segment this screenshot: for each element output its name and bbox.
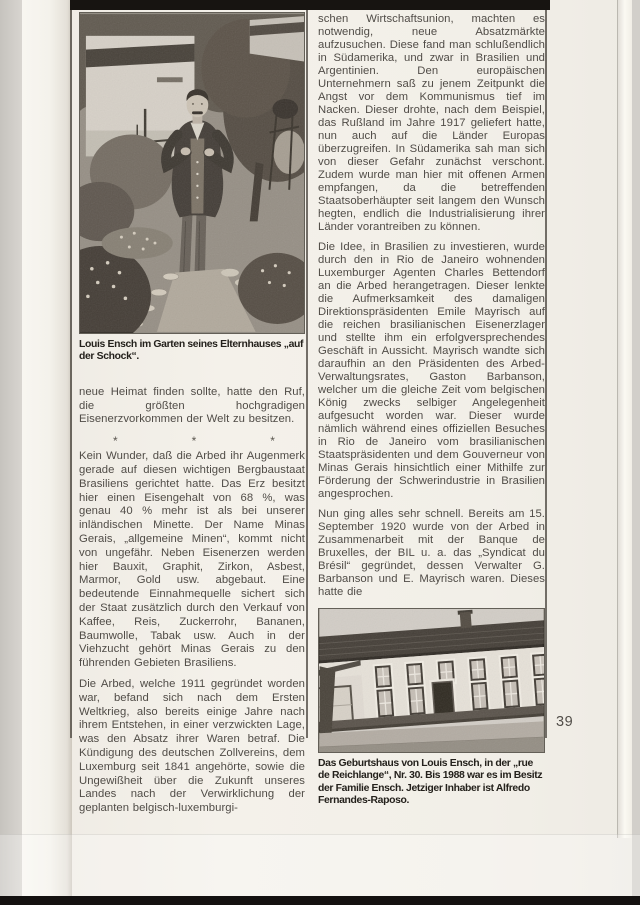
scan-edge-bar-bottom	[0, 896, 640, 905]
asterisk: *	[270, 434, 275, 449]
paragraph: neue Heimat finden sollte, hatte den Ruf, die größten hochgradigen Eisenerzvorkommen der Welt zu besitzen.	[79, 385, 305, 426]
asterisk: *	[191, 434, 197, 449]
left-column	[79, 12, 305, 823]
paragraph: Nun ging alles sehr schnell. Bereits am 15. September 1920 wurde von der Arbed in Zusammenarbeit mit der Banque de Bruxelles, der BIL u. a. das „Syndicat du Brésil“ gegründet, dessen Verwalter G. Barbanson und E. Mayrisch waren. Dieses hatte die	[318, 508, 545, 598]
column-rule-center	[306, 10, 308, 738]
paragraph: Die Arbed, welche 1911 gegründet worden war, befand sich nach dem Ersten Weltkrieg, also bereits einige Jahre nach ihrem Entstehen, in einer verzwickten Lage, was den Absatz ihrer Waren betraf. Die Kündigung des deutschen Zollvereins, dem Luxemburg seit 1841 angehörte, sowie die Ungewißheit über die Zukunft unseres Landes nach der Verwirklichung der geplanten belgisch-luxemburgi-	[79, 677, 305, 815]
paragraph: schen Wirtschaftsunion, machten es notwendig, neue Absatzmärkte aufzusuchen. Diese fand man schlußendlich in Südamerika, und zwar in Brasilien und Argentinien. Den europäischen Unternehmern saß zu jenem Zeitpunkt die Angst vor dem Kommunismus tief im Nacken. Dieser drohte, nach dem Beispiel, das Rußland im Jahre 1917 geliefert hatte, nun auch auf die Länder Europas überzugreifen. In Südamerika sah man sich von dieser Gefahr zunächst verschont. Zudem wurde man hier mit offenen Armen empfangen, da die betreffenden Staatsoberhäupter seit langem den Wunsch hegten, endlich die Industrialisierung ihrer Länder vorantreiben zu können.	[318, 13, 545, 233]
asterisk: *	[113, 434, 118, 449]
photo-caption-birth-house: Das Geburtshaus von Louis Ensch, in der „rue de Reichlange“, Nr. 30. Bis 1988 war es im Besitz der Familie Ensch. Jetziger Inhaber ist Alfredo Fernandes-Raposo.	[318, 758, 543, 807]
photo-louis-ensch-garden	[79, 12, 305, 334]
paragraph: Die Idee, in Brasilien zu investieren, wurde durch den in Rio de Janeiro wohnenden Luxemburger Agenten Charles Bettendorf an die Arbed herangetragen. Dieser lenkte die Aufmerksamkeit des damaligen Direktionspräsidenten Emile Mayrisch auf die reichen brasilianischen Eisenerzlager und stellte ihm ein erfolgversprechendes Geschäft in Aussicht. Mayrisch wandte sich daraufhin an den Präsidenten des Arbed-Verwaltungsrates, Gaston Barbanson, welcher um die gleiche Zeit vom belgischen König zwecks selbiger Angelegenheit aufgesucht worden war. Dieser wurde nämlich während eines offiziellen Besuches in Rio de Janeiro vom brasilianischen Staatspräsidenten und dem Gouverneur von Minas Gerais hinsichtlich einer Mithilfe zur Förderung der Schwerindustrie in Brasilien angesprochen.	[318, 241, 545, 500]
photo-caption-louis-ensch: Louis Ensch im Garten seines Elternhauses „auf der Schock“.	[79, 339, 304, 363]
scanner-right-strip	[632, 0, 640, 905]
page-number: 39	[556, 714, 574, 730]
asterisk-separator	[79, 434, 305, 450]
column-rule-left	[70, 10, 72, 738]
scan-edge-bar-top	[70, 0, 550, 10]
scanner-left-strip	[0, 0, 22, 905]
page-gutter-shadow	[22, 0, 72, 905]
column-rule-right	[545, 10, 547, 738]
page-right-edge	[617, 0, 633, 838]
right-column	[318, 13, 545, 808]
page-fold-crease	[0, 834, 640, 897]
right-column-text	[318, 13, 545, 599]
left-column-text	[79, 386, 305, 816]
photo-birth-house	[318, 608, 545, 753]
house-photo-wrap	[318, 608, 545, 808]
paragraph: Kein Wunder, daß die Arbed ihr Augenmerk gerade auf diesen wichtigen Bergbaustaat Brasiliens gerichtet hatte. Das Erz besitzt hier einen Eisengehalt von 68 %, was genau 40 % mehr ist als bei unserer inländischen Minette. Der Name Minas Gerais, „allgemeine Minen“, kommt nicht von ungefähr. Neben Eisenerzen werden hier Bauxit, Graphit, Zirkon, Asbest, Marmor, Gold usw. abgebaut. Eine bedeutende Einnahmequelle sichert sich der Staat zusätzlich durch den Verkauf von Kaffee, Reis, Zuckerrohr, Bananen, Baumwolle, Tabak usw. Auch in der Viehzucht gehört Minas Gerais zu den führenden Gebieten Brasiliens.	[79, 450, 305, 670]
